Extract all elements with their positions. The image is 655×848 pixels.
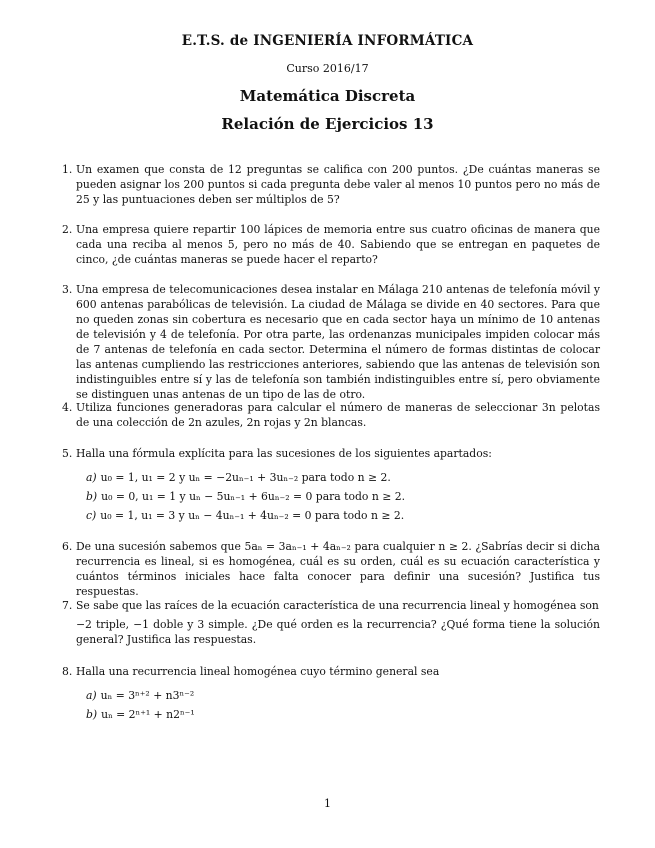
exercise-8-item-a: a) uₙ = 3ⁿ⁺² + n3ⁿ⁻² [86,689,195,702]
exercise-6: 6. De una sucesión sabemos que 5aₙ = 3aₙ₋₁ + 4aₙ₋₂ para cualquier n ≥ 2. ¿Sabrías decir si dicha recurrencia es lineal, si es homogénea, cuál es su orden, cuál es su ecuación característica y cuántos términos iniciales hace falta conocer para definir una sucesión? Justifica tus respuestas. [62,540,600,598]
exercise-8-item-b: b) uₙ = 2ⁿ⁺¹ + n2ⁿ⁻¹ [86,708,195,721]
exercise-5-item-b: b) u₀ = 0, u₁ = 1 y uₙ − 5uₙ₋₁ + 6uₙ₋₂ = 0 para todo n ≥ 2. [86,490,406,503]
exercise-1: 1. Un examen que consta de 12 preguntas se califica con 200 puntos. ¿De cuántas maneras se pueden asignar los 200 puntos si cada pregunta debe valer al menos 10 puntos pero no más de 25 y las puntuaciones deben ser múltiplos de 5? [62,163,600,206]
exercise-5-item-c: c) u₀ = 1, u₁ = 3 y uₙ − 4uₙ₋₁ + 4uₙ₋₂ = 0 para todo n ≥ 2. [86,509,405,522]
page-number: 1 [324,797,331,810]
exercise-5: 5. Halla una fórmula explícita para las sucesiones de los siguientes apartados: [62,447,492,460]
relation-title: Relación de Ejercicios 13 [221,115,434,133]
exercise-2: 2. Una empresa quiere repartir 100 lápices de memoria entre sus cuatro oficinas de manera que cada una reciba al menos 5, pero no más de 40. Sabiendo que se entregan en paquetes de cinco, ¿de cuántas maneras se puede hacer el reparto? [62,223,600,266]
subject-title: Matemática Discreta [239,87,416,105]
school-title: E.T.S. de INGENIERÍA INFORMÁTICA [181,33,474,49]
exercise-7-continuation: −2 triple, −1 doble y 3 simple. ¿De qué orden es la recurrencia? ¿Qué forma tiene la solución general? Justifica las respuestas. [76,618,600,646]
exercise-8: 8. Halla una recurrencia lineal homogénea cuyo término general sea [62,665,440,678]
course-year: Curso 2016/17 [286,62,369,75]
exercise-4: 4. Utiliza funciones generadoras para calcular el número de maneras de seleccionar 3n pelotas de una colección de 2n azules, 2n rojas y 2n blancas. [62,401,600,429]
exercise-5-item-a: a) u₀ = 1, u₁ = 2 y uₙ = −2uₙ₋₁ + 3uₙ₋₂ para todo n ≥ 2. [86,471,391,484]
exercise-7: 7. Se sabe que las raíces de la ecuación característica de una recurrencia lineal y homogénea son [62,599,599,612]
exercise-3: 3. Una empresa de telecomunicaciones desea instalar en Málaga 210 antenas de telefonía móvil y 600 antenas parabólicas de televisión. La ciudad de Málaga se divide en 40 sectores. Para que no queden zonas sin cobertura es necesario que en cada sector haya un mínimo de 10 antenas de televisión y 4 de telefonía. Por otra parte, las ordenanzas municipales impiden colocar más de 7 antenas de telefonía en cada sector. Determina el número de formas distintas de colocar las antenas cumpliendo las restricciones anteriores, sabiendo que las antenas de televisión son indistinguibles entre sí y las de telefonía son también indistinguibles entre sí, pero obviamente se distinguen unas antenas de un tipo de las de otro. [62,283,600,401]
